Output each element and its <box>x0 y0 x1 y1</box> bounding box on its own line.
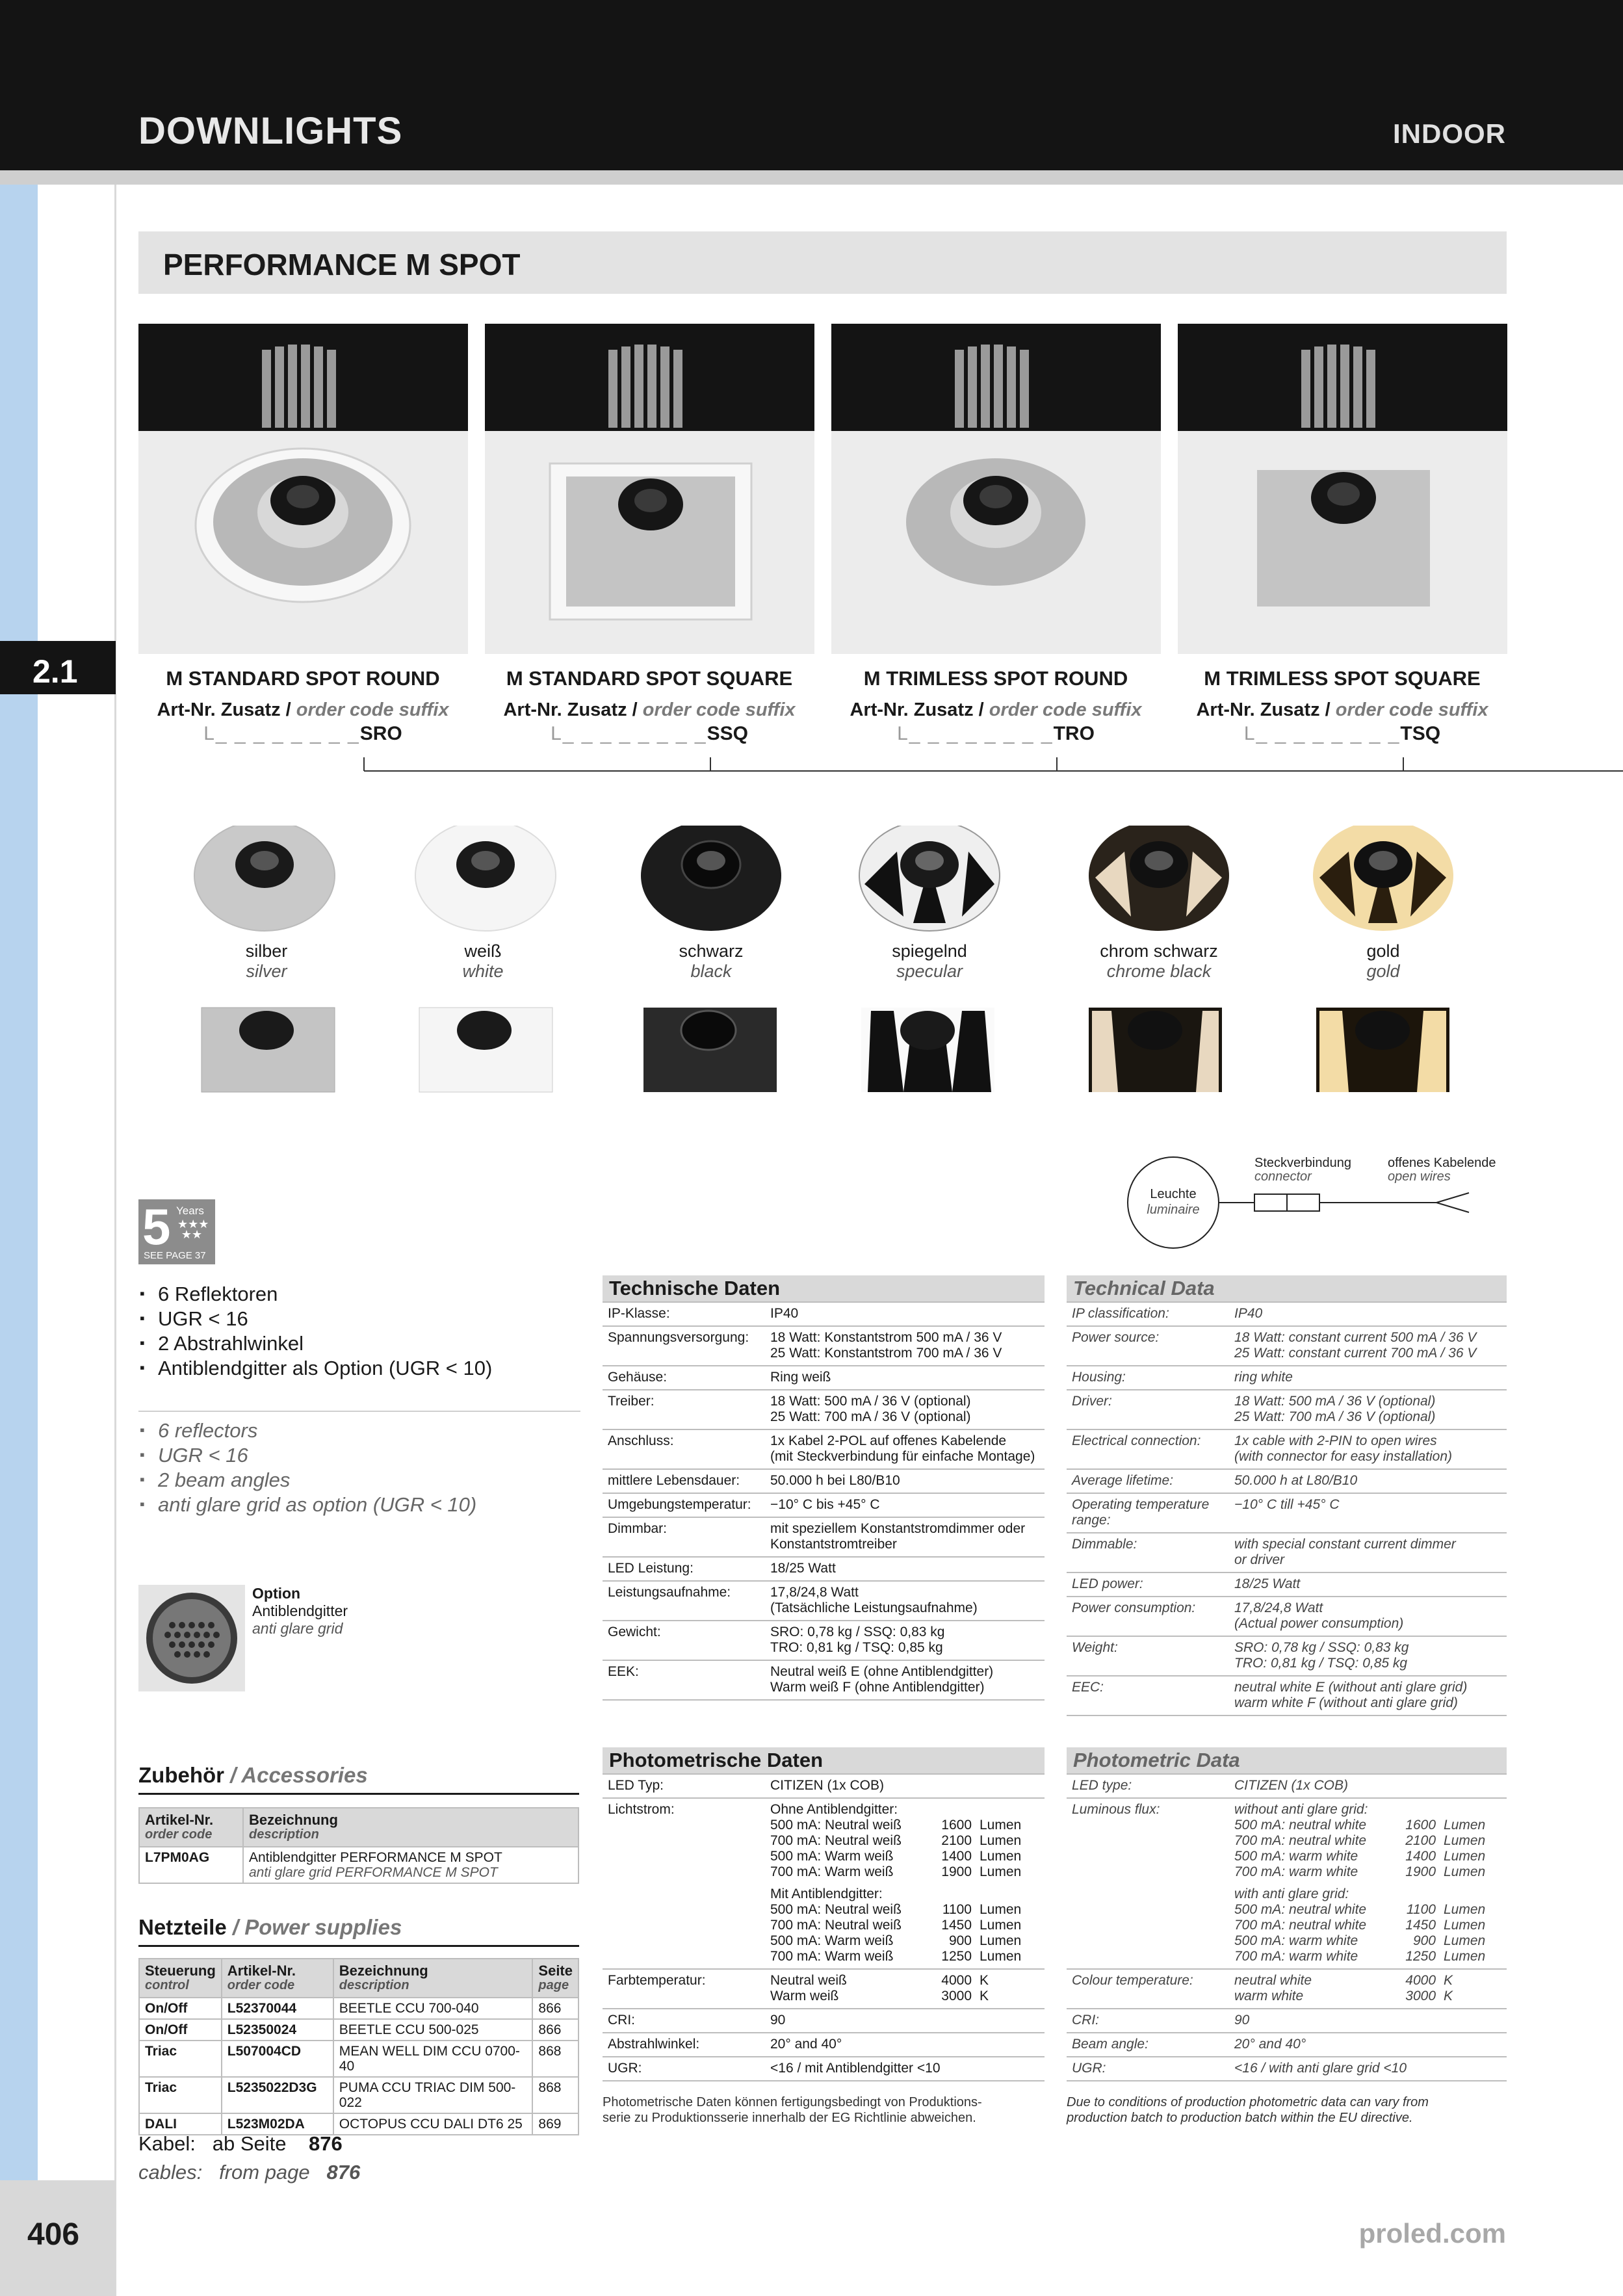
spec-value: −10° C till +45° C <box>1229 1493 1507 1533</box>
spec-row <box>603 1366 1045 1390</box>
spec-value: ring white <box>1229 1366 1507 1390</box>
spec-value: 17,8/24,8 Watt (Actual power consumption) <box>1229 1597 1507 1636</box>
power-supplies-table: Steuerung control Artikel-Nr. order code Bezeichnung description Seite page On/Off L52370044 BEETLE CCU 700-040 866 On/Off L52350024 BEETLE CCU 500-025 866 Triac L507004CD MEAN WELL DIM CCU 0700-40 868 Triac L5235022D3G PUMA CCU TRIAC DIM 500-022 868 DALI L523M02DA OCTOPUS CCU DALI DT6 25 869 <box>138 1958 579 2135</box>
spec-row <box>603 1326 1045 1366</box>
warranty-badge: 5 Years ★★★ ★★ SEE PAGE 37 <box>138 1199 215 1264</box>
spec-row <box>1067 1533 1507 1572</box>
reflector-silver-square <box>201 1008 335 1092</box>
spec-label: Dimmable: <box>1067 1533 1229 1572</box>
spec-label: mittlere Lebensdauer: <box>603 1469 765 1493</box>
reflector-silver-round <box>194 826 335 931</box>
stars-icon: ★★★ ★★ <box>177 1218 209 1241</box>
spec-label: Spannungsversorgung: <box>603 1326 765 1366</box>
spec-label: Operating temperature range: <box>1067 1493 1229 1533</box>
spec-row <box>603 1302 1045 1326</box>
spec-label: Housing: <box>1067 1366 1229 1390</box>
spec-label: Power source: <box>1067 1326 1229 1366</box>
variant-code-2: L_ _ _ _ _ _ _ _SSQ <box>551 723 748 744</box>
category-label: INDOOR <box>1393 118 1506 149</box>
variant-name-4: M TRIMLESS SPOT SQUARE <box>1204 667 1481 690</box>
photometric-row: Beam angle: 20° and 40° <box>1067 2033 1507 2057</box>
variant-art-1: Art-Nr. Zusatz / order code suffix <box>157 699 449 720</box>
features-list-de: ▪ 6 Reflektoren ▪ UGR < 16 ▪ 2 Abstrahlwinkel ▪ Antiblendgitter als Option (UGR < 10) <box>138 1282 580 1381</box>
variant-code-4: L_ _ _ _ _ _ _ _TSQ <box>1243 723 1441 744</box>
spec-row <box>1067 1493 1507 1533</box>
spec-value: 18 Watt: Konstantstrom 500 mA / 36 V 25 Watt: Konstantstrom 700 mA / 36 V <box>765 1326 1045 1366</box>
spec-label: IP-Klasse: <box>603 1302 765 1326</box>
wiring-diagram <box>1124 1154 1514 1251</box>
spec-value: 18 Watt: 500 mA / 36 V (optional) 25 Watt: 700 mA / 36 V (optional) <box>1229 1390 1507 1429</box>
photometric-row: UGR: <16 / mit Antiblendgitter <10 <box>603 2057 1045 2081</box>
spec-row <box>1067 1469 1507 1493</box>
features-divider <box>138 1411 580 1412</box>
reflector-gold-square <box>1316 1008 1449 1092</box>
spec-value: 18 Watt: 500 mA / 36 V (optional) 25 Watt: 700 mA / 36 V (optional) <box>765 1390 1045 1429</box>
spec-value: Ring weiß <box>765 1366 1045 1390</box>
photometric-row: Abstrahlwinkel: 20° and 40° <box>603 2033 1045 2057</box>
reflector-black-round <box>641 826 781 931</box>
spec-value: 50.000 h bei L80/B10 <box>765 1469 1045 1493</box>
tech-data-table-de: Technische Daten IP-Klasse: IP40 Spannungsversorgung: 18 Watt: Konstantstrom 500 mA / 36 V 25 Watt: Konstantstrom 700 mA / 36 V Gehäuse: Ring weiß Treiber: 18 Watt: 500 mA / 36 V (optional) 25 Watt: 700 mA / 36 V (optional) Anschluss: 1x Kabel 2-POL auf offenes Kabelende (mit Steckverbindung für einfache Montage) mittlere Lebensdauer: 50.000 h bei L80/B10 Umgebungstemperatur: −10° C bis +45° C Dimmbar: mit speziellem Konstantstromdimmer oder Konstantstromtreiber LED Leistung: 18/25 Watt Leistungsaufnahme: 17,8/24,8 Watt (Tatsächliche Leistungsaufnahme) Gewicht: SRO: 0,78 kg / SSQ: 0,83 kg TRO: 0,81 kg / TSQ: 0,85 kg EEK: Neutral weiß E (ohne Antiblendgitter) Warm weiß F (ohne Antiblendgitter) <box>603 1275 1045 1701</box>
section-title: DOWNLIGHTS <box>138 110 403 152</box>
open-wires-label-en: open wires <box>1388 1169 1451 1184</box>
power-supplies-rule <box>138 1945 579 1947</box>
spec-label: EEC: <box>1067 1676 1229 1715</box>
variant-name-3: M TRIMLESS SPOT ROUND <box>863 667 1128 690</box>
connector-icon <box>1254 1194 1287 1211</box>
accessories-heading: Zubehör / Accessories <box>138 1763 368 1787</box>
power-supply-row: On/Off L52370044 BEETLE CCU 700-040 866 <box>139 1998 578 2019</box>
spec-row <box>603 1517 1045 1557</box>
reflector-gold-round <box>1313 826 1453 931</box>
spec-label: LED Leistung: <box>603 1557 765 1581</box>
product-title: PERFORMANCE M SPOT <box>163 248 521 281</box>
spec-row <box>603 1469 1045 1493</box>
spec-value: −10° C bis +45° C <box>765 1493 1045 1517</box>
spec-label: Power consumption: <box>1067 1597 1229 1636</box>
accessories-table: Artikel-Nr. order code Bezeichnung description L7PM0AG Antiblendgitter PERFORMANCE M SPOT anti glare grid PERFORMANCE M SPOT <box>138 1807 579 1884</box>
reflector-label-specular: spiegelnd specular <box>892 941 967 981</box>
spec-row <box>603 1621 1045 1660</box>
spec-value: IP40 <box>765 1302 1045 1326</box>
accessory-row: L7PM0AG Antiblendgitter PERFORMANCE M SPOT anti glare grid PERFORMANCE M SPOT <box>139 1847 578 1883</box>
variant-art-2: Art-Nr. Zusatz / order code suffix <box>503 699 796 720</box>
connector-label-en: connector <box>1254 1169 1312 1184</box>
spec-label: Electrical connection: <box>1067 1429 1229 1469</box>
reflector-label-black: schwarz black <box>679 941 744 981</box>
spec-row <box>1067 1302 1507 1326</box>
anti-glare-grid-image <box>138 1585 245 1691</box>
spec-value: IP40 <box>1229 1302 1507 1326</box>
photometric-footnote-de: Photometrische Daten können fertigungsbedingt von Produktions- serie zu Produktionsserie innerhalb der EG Richtlinie abweichen. <box>603 2095 982 2125</box>
spec-value: 18 Watt: constant current 500 mA / 36 V 25 Watt: constant current 700 mA / 36 V <box>1229 1326 1507 1366</box>
spec-label: Umgebungstemperatur: <box>603 1493 765 1517</box>
spec-label: Gehäuse: <box>603 1366 765 1390</box>
tech-data-table-en: Technical Data IP classification: IP40 Power source: 18 Watt: constant current 500 mA / 36 V 25 Watt: constant current 700 mA / 36 V Housing: ring white Driver: 18 Watt: 500 mA / 36 V (optional) 25 Watt: 700 mA / 36 V (optional) Electrical connection: 1x cable with 2-PIN to open wires (with connector for easy installation) Average lifetime: 50.000 h at L80/B10 Operating temperature range: −10° C till +45° C Dimmable: with special constant current dimmer or driver LED power: 18/25 Watt Power consumption: 17,8/24,8 Watt (Actual power consumption) Weight: SRO: 0,78 kg / SSQ: 0,83 kg TRO: 0,81 kg / TSQ: 0,85 kg EEC: neutral white E (without anti glare grid) warm white F (without anti glare grid) <box>1067 1275 1507 1716</box>
spec-value: 18/25 Watt <box>765 1557 1045 1581</box>
spec-row <box>603 1493 1045 1517</box>
spec-value: 50.000 h at L80/B10 <box>1229 1469 1507 1493</box>
power-supply-row: Triac L5235022D3G PUMA CCU TRIAC DIM 500-022 868 <box>139 2077 578 2113</box>
photometric-table-de: Photometrische Daten LED Typ: CITIZEN (1x COB) Lichtstrom: Ohne Antiblendgitter: 500 mA: Neutral weiß 1600 Lumen 700 mA: Neutral weiß 2100 Lumen 500 mA: Warm weiß 1400 Lumen 700 mA: Warm weiß 1900 Lumen Mit Antiblendgitter: 500 mA: Neutral weiß 1100 Lumen 700 mA: Neutral weiß 1450 Lumen 500 mA: Warm weiß 900 Lumen 700 mA: Warm weiß 1250 Lumen Farbtemperatur: Neutral weiß 4000 K Warm weiß 3000 K CRI: 90 Abstrahlwinkel: 20° and 40° UGR: <16 / mit Antiblendgitter <10 <box>603 1747 1045 2081</box>
colour-temperature-row: Colour temperature: neutral white 4000 K warm white 3000 K <box>1067 1969 1507 2009</box>
reflector-swatches <box>188 826 1488 1105</box>
variant-art-3: Art-Nr. Zusatz / order code suffix <box>850 699 1142 720</box>
spec-label: EEK: <box>603 1660 765 1700</box>
power-supply-row: Triac L507004CD MEAN WELL DIM CCU 0700-40 868 <box>139 2041 578 2077</box>
photometric-row: LED Typ: CITIZEN (1x COB) <box>603 1774 1045 1798</box>
cables-reference: Kabel: ab Seite 876 cables: from page 876 <box>138 2132 361 2184</box>
power-supply-row: On/Off L52350024 BEETLE CCU 500-025 866 <box>139 2019 578 2041</box>
spec-row <box>603 1581 1045 1621</box>
variant-art-4: Art-Nr. Zusatz / order code suffix <box>1196 699 1488 720</box>
spec-value: 1x Kabel 2-POL auf offenes Kabelende (mit Steckverbindung für einfache Montage) <box>765 1429 1045 1469</box>
photometric-footnote-en: Due to conditions of production photometric data can vary from production batch to production batch within the EU directive. <box>1067 2095 1429 2125</box>
spec-row <box>603 1429 1045 1469</box>
photometric-row: LED type: CITIZEN (1x COB) <box>1067 1774 1507 1798</box>
reflector-black-square <box>643 1008 777 1092</box>
reflector-white-square <box>419 1008 552 1092</box>
reflector-chrome-black-square <box>1089 1008 1222 1092</box>
spec-label: Gewicht: <box>603 1621 765 1660</box>
spec-label: Leistungsaufnahme: <box>603 1581 765 1621</box>
reflector-label-gold: gold gold <box>1366 941 1400 981</box>
spec-value: SRO: 0,78 kg / SSQ: 0,83 kg TRO: 0,81 kg / TSQ: 0,85 kg <box>1229 1636 1507 1676</box>
variant-bracket <box>0 0 1623 780</box>
luminaire-label-de: Leuchte <box>1150 1187 1197 1201</box>
spec-row <box>1067 1676 1507 1715</box>
spec-row <box>1067 1597 1507 1636</box>
power-supplies-heading: Netzteile / Power supplies <box>138 1915 402 1939</box>
spec-value: SRO: 0,78 kg / SSQ: 0,83 kg TRO: 0,81 kg / TSQ: 0,85 kg <box>765 1621 1045 1660</box>
chapter-number: 2.1 <box>0 641 116 694</box>
variant-name-1: M STANDARD SPOT ROUND <box>166 667 440 690</box>
photometric-row: CRI: 90 <box>1067 2009 1507 2033</box>
photometric-row: CRI: 90 <box>603 2009 1045 2033</box>
features-list-en: ▪ 6 reflectors ▪ UGR < 16 ▪ 2 beam angles ▪ anti glare grid as option (UGR < 10) <box>138 1418 580 1517</box>
spec-row <box>1067 1366 1507 1390</box>
reflector-specular-square <box>861 1008 994 1092</box>
spec-value: neutral white E (without anti glare grid) warm white F (without anti glare grid) <box>1229 1676 1507 1715</box>
power-supply-row: DALI L523M02DA OCTOPUS CCU DALI DT6 25 869 <box>139 2113 578 2135</box>
spec-row <box>603 1557 1045 1581</box>
spec-label: LED power: <box>1067 1572 1229 1597</box>
photometric-row: UGR: <16 / with anti glare grid <10 <box>1067 2057 1507 2081</box>
spec-label: Average lifetime: <box>1067 1469 1229 1493</box>
reflector-specular-round <box>859 826 1000 931</box>
spec-label: Dimmbar: <box>603 1517 765 1557</box>
spec-value: mit speziellem Konstantstromdimmer oder Konstantstromtreiber <box>765 1517 1045 1557</box>
spec-label: IP classification: <box>1067 1302 1229 1326</box>
spec-row <box>1067 1390 1507 1429</box>
spec-row <box>1067 1636 1507 1676</box>
variant-code-1: L_ _ _ _ _ _ _ _SRO <box>203 723 402 744</box>
variant-code-3: L_ _ _ _ _ _ _ _TRO <box>897 723 1095 744</box>
reflector-white-round <box>415 826 556 931</box>
brand-url[interactable]: proled.com <box>1358 2218 1506 2249</box>
spec-value: Neutral weiß E (ohne Antiblendgitter) Warm weiß F (ohne Antiblendgitter) <box>765 1660 1045 1700</box>
spec-value: 1x cable with 2-PIN to open wires (with connector for easy installation) <box>1229 1429 1507 1469</box>
spec-row <box>1067 1326 1507 1366</box>
spec-value: with special constant current dimmer or driver <box>1229 1533 1507 1572</box>
connector-label-de: Steckverbindung <box>1254 1156 1351 1170</box>
colour-temperature-row: Farbtemperatur: Neutral weiß 4000 K Warm weiß 3000 K <box>603 1969 1045 2009</box>
accessories-rule <box>138 1793 579 1795</box>
spec-row <box>603 1660 1045 1700</box>
photometric-table-en: Photometric Data LED type: CITIZEN (1x COB) Luminous flux: without anti glare grid: 500 mA: neutral white 1600 Lumen 700 mA: neutral white 2100 Lumen 500 mA: warm white 1400 Lumen 700 mA: warm white 1900 Lumen with anti glare grid: 500 mA: neutral white 1100 Lumen 700 mA: neutral white 1450 Lumen 500 mA: warm white 900 Lumen 700 mA: warm white 1250 Lumen Colour temperature: neutral white 4000 K warm white 3000 K CRI: 90 Beam angle: 20° and 40° UGR: <16 / with anti glare grid <10 <box>1067 1747 1507 2081</box>
reflector-chrome-black-round <box>1089 826 1229 931</box>
luminaire-label-en: luminaire <box>1147 1203 1200 1217</box>
reflector-label-chrome-black: chrom schwarz chrome black <box>1100 941 1218 981</box>
spec-value: 17,8/24,8 Watt (Tatsächliche Leistungsaufnahme) <box>765 1581 1045 1621</box>
spec-value: 18/25 Watt <box>1229 1572 1507 1597</box>
spec-row <box>603 1390 1045 1429</box>
option-label: Option Antiblendgitter anti glare grid <box>252 1585 348 1637</box>
variant-name-2: M STANDARD SPOT SQUARE <box>506 667 793 690</box>
spec-label: Anschluss: <box>603 1429 765 1469</box>
luminous-flux-row: Luminous flux: without anti glare grid: 500 mA: neutral white 1600 Lumen 700 mA: neutral white 2100 Lumen 500 mA: warm white 1400 Lumen 700 mA: warm white 1900 Lumen with anti glare grid: 500 mA: neutral white 1100 Lumen 700 mA: neutral white 1450 Lumen 500 mA: warm white 900 Lumen 700 mA: warm white 1250 Lumen <box>1067 1798 1507 1969</box>
reflector-label-silver: silber silver <box>245 941 288 981</box>
spec-label: Treiber: <box>603 1390 765 1429</box>
spec-row <box>1067 1429 1507 1469</box>
spec-row <box>1067 1572 1507 1597</box>
open-wires-label-de: offenes Kabelende <box>1388 1156 1496 1170</box>
reflector-label-white: weiß white <box>462 941 504 981</box>
spec-label: Driver: <box>1067 1390 1229 1429</box>
luminous-flux-row: Lichtstrom: Ohne Antiblendgitter: 500 mA: Neutral weiß 1600 Lumen 700 mA: Neutral weiß 2100 Lumen 500 mA: Warm weiß 1400 Lumen 700 mA: Warm weiß 1900 Lumen Mit Antiblendgitter: 500 mA: Neutral weiß 1100 Lumen 700 mA: Neutral weiß 1450 Lumen 500 mA: Warm weiß 900 Lumen 700 mA: Warm weiß 1250 Lumen <box>603 1798 1045 1969</box>
spec-label: Weight: <box>1067 1636 1229 1676</box>
page-number: 406 <box>27 2217 80 2252</box>
